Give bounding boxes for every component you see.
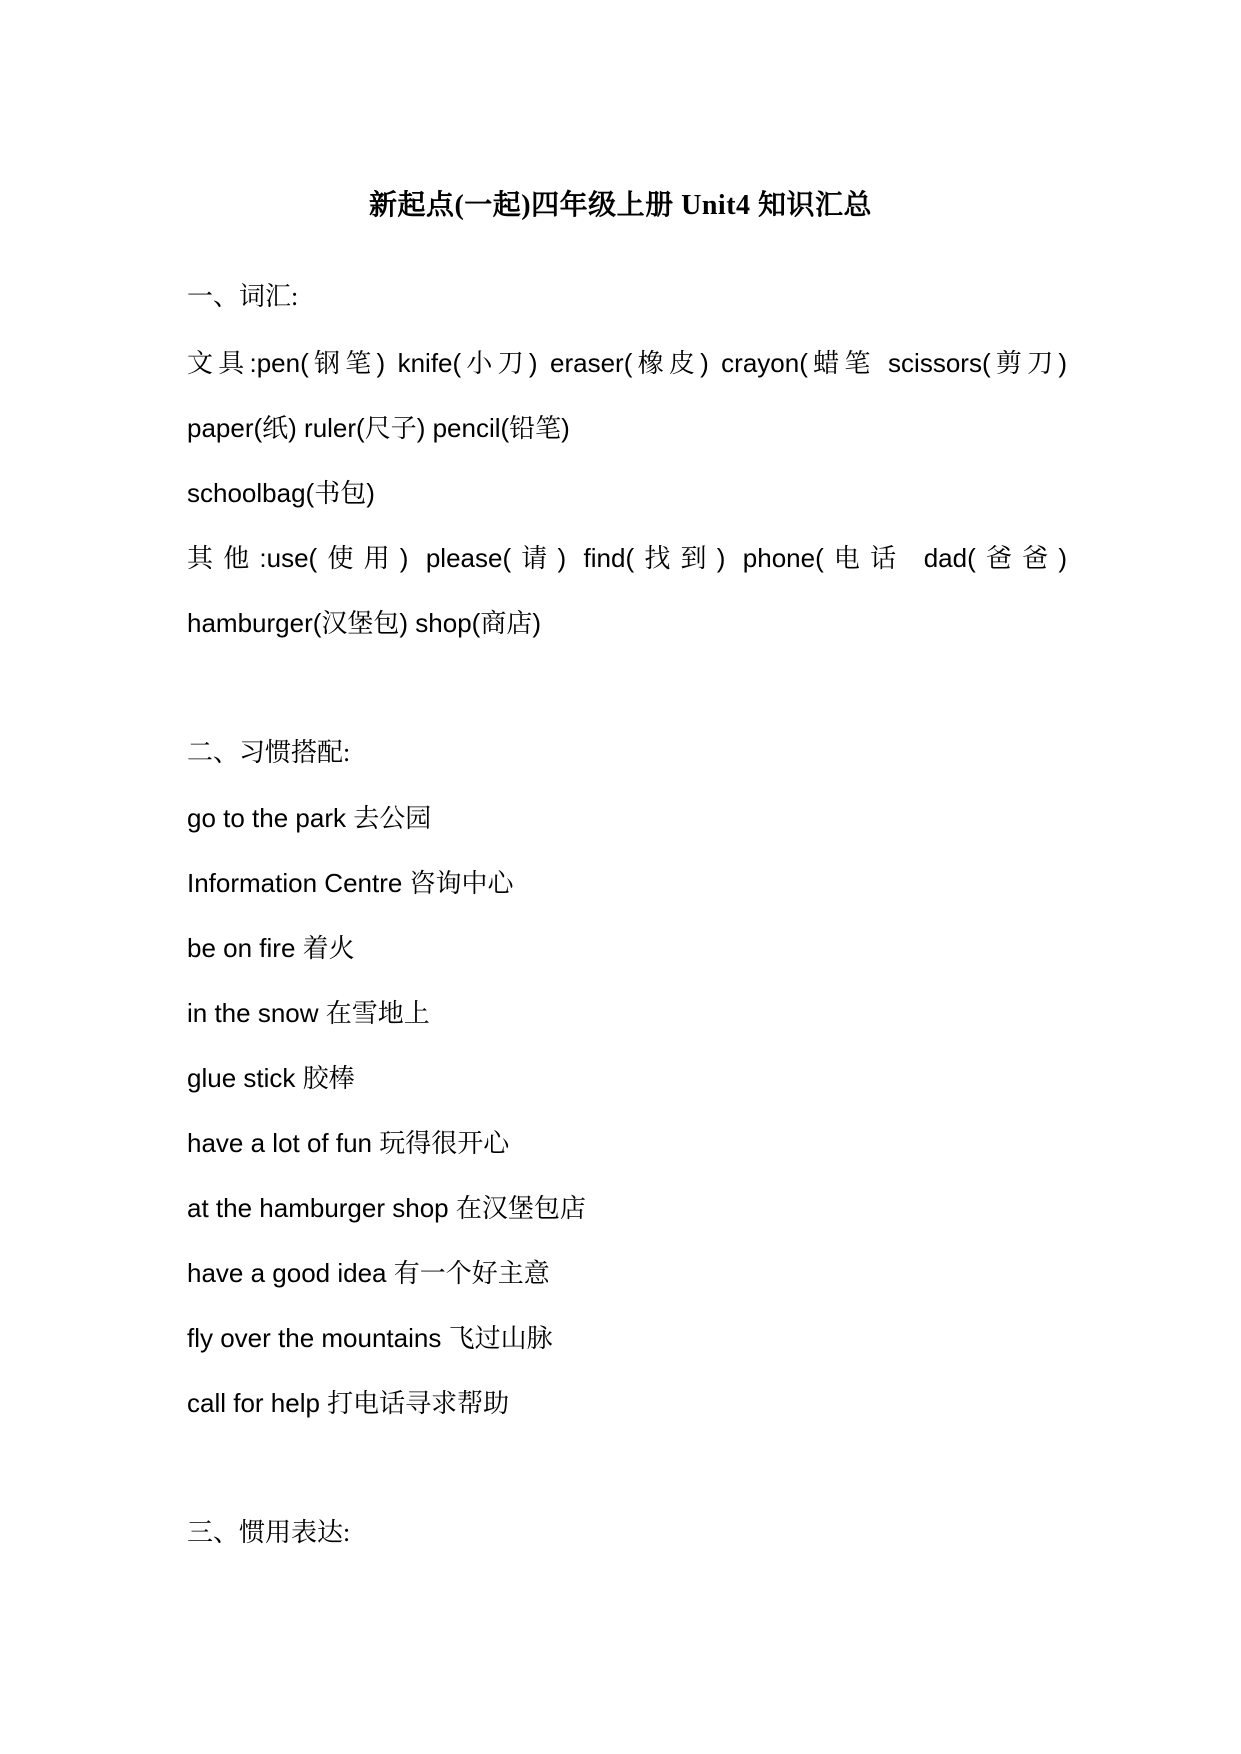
vocab-line-stationery: 文具:pen(钢笔) knife(小刀) eraser(橡皮) crayon(蜡笔 scissors(剪刀) [187, 348, 1067, 378]
document-title: 新起点(一起)四年级上册 Unit4 知识汇总 [368, 190, 873, 221]
vocab-line-others-cont: hamburger(汉堡包) shop(商店) [187, 608, 541, 638]
collocation-item: Information Centre 咨询中心 [187, 868, 514, 898]
section-heading-expressions: 三、惯用表达: [187, 1518, 351, 1547]
section-heading-collocations: 二、习惯搭配: [187, 738, 351, 767]
vocab-line-stationery-cont: paper(纸) ruler(尺子) pencil(铅笔) [187, 413, 570, 443]
collocation-item: glue stick 胶棒 [187, 1063, 355, 1093]
collocation-item: go to the park 去公园 [187, 803, 432, 833]
collocation-item: at the hamburger shop 在汉堡包店 [187, 1193, 586, 1223]
vocab-line-others: 其他:use(使用) please(请) find(找到) phone(电话 dad(爸爸) [187, 543, 1067, 573]
collocation-item: call for help 打电话寻求帮助 [187, 1388, 510, 1418]
collocation-item: have a good idea 有一个好主意 [187, 1258, 550, 1288]
collocation-item: fly over the mountains 飞过山脉 [187, 1323, 553, 1353]
collocation-item: in the snow 在雪地上 [187, 998, 430, 1028]
section-heading-vocabulary: 一、词汇: [187, 282, 299, 311]
vocab-line-schoolbag: schoolbag(书包) [187, 478, 375, 508]
collocation-item: be on fire 着火 [187, 933, 355, 963]
collocation-item: have a lot of fun 玩得很开心 [187, 1128, 510, 1158]
